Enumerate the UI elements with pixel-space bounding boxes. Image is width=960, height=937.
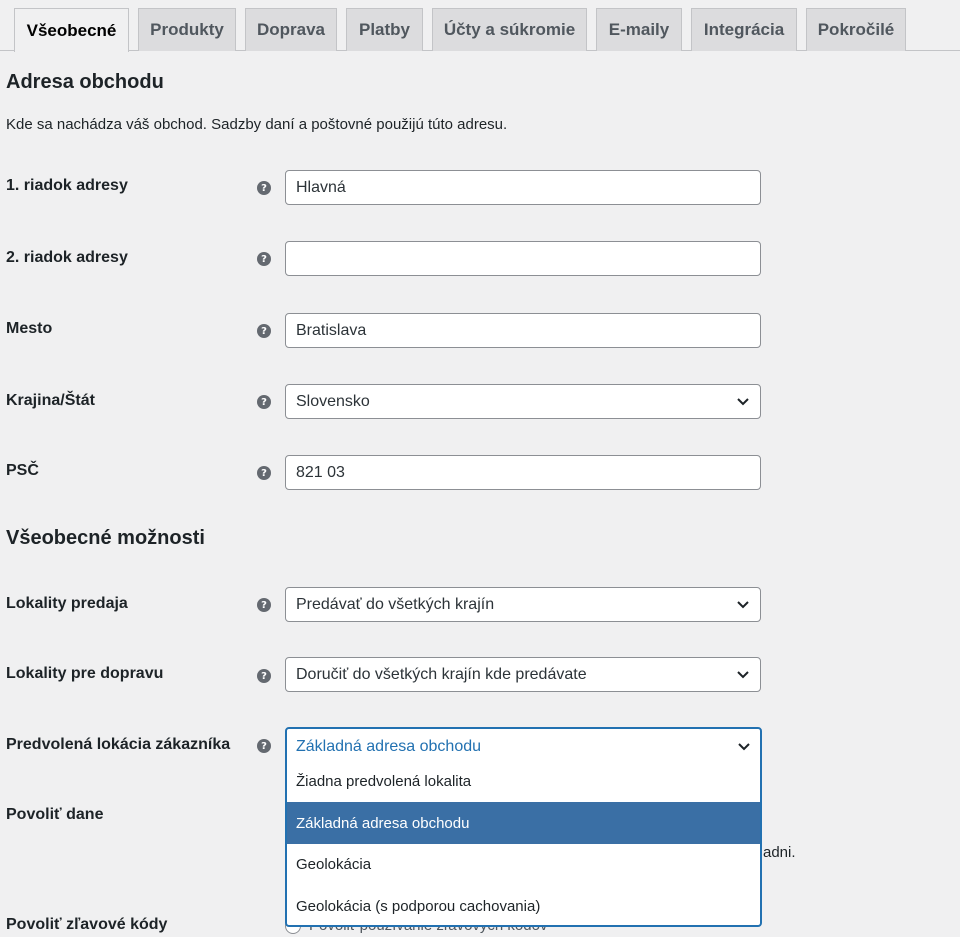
- tab-ucty-a-sukromie[interactable]: Účty a súkromie: [432, 8, 587, 51]
- selling-locations-value: Predávať do všetkých krajín: [296, 595, 495, 613]
- country-value: Slovensko: [296, 392, 370, 410]
- shipping-locations-label: Lokality pre dopravu: [6, 665, 164, 682]
- section-title-store-address: Adresa obchodu: [6, 71, 164, 93]
- enable-taxes-label: Povoliť dane: [6, 806, 104, 823]
- settings-tabs: [0, 0, 960, 51]
- shipping-locations-value: Doručiť do všetkých krajín kde predávate: [296, 665, 587, 683]
- default-location-dropdown[interactable]: [285, 727, 762, 927]
- dropdown-option[interactable]: Geolokácia (s podporou cachovania): [296, 897, 541, 915]
- enable-coupons-label: Povoliť zľavové kódy: [6, 916, 168, 933]
- section-title-general-options: Všeobecné možnosti: [6, 527, 205, 549]
- country-label: Krajina/Štát: [6, 392, 95, 409]
- chevron-down-icon: [737, 739, 751, 753]
- city-input[interactable]: Bratislava: [285, 313, 761, 348]
- help-icon[interactable]: ?: [257, 598, 271, 612]
- default-location-label: Predvolená lokácia zákazníka: [6, 736, 231, 753]
- enable-taxes-description-tail: adni.: [763, 844, 796, 861]
- tab-pokrocile[interactable]: Pokročilé: [806, 8, 906, 51]
- help-icon[interactable]: ?: [257, 324, 271, 338]
- chevron-down-icon: [736, 394, 750, 408]
- address2-label: 2. riadok adresy: [6, 249, 128, 266]
- postcode-input[interactable]: 821 03: [285, 455, 761, 490]
- help-icon[interactable]: ?: [257, 181, 271, 195]
- tab-e-maily[interactable]: E-maily: [596, 8, 682, 51]
- help-icon[interactable]: ?: [257, 395, 271, 409]
- chevron-down-icon: [736, 597, 750, 611]
- selling-locations-label: Lokality predaja: [6, 595, 128, 612]
- selling-locations-select[interactable]: [285, 587, 761, 622]
- city-label: Mesto: [6, 320, 53, 337]
- shipping-locations-select[interactable]: [285, 657, 761, 692]
- postcode-label: PSČ: [6, 462, 39, 479]
- tab-doprava[interactable]: Doprava: [245, 8, 337, 51]
- dropdown-option[interactable]: Žiadna predvolená lokalita: [296, 772, 472, 790]
- section-description: Kde sa nachádza váš obchod. Sadzby daní a poštovné použijú túto adresu.: [6, 116, 508, 133]
- tab-produkty[interactable]: Produkty: [138, 8, 236, 51]
- address1-label: 1. riadok adresy: [6, 177, 128, 194]
- help-icon[interactable]: ?: [257, 669, 271, 683]
- chevron-down-icon: [736, 667, 750, 681]
- country-select[interactable]: [285, 384, 761, 419]
- help-icon[interactable]: ?: [257, 252, 271, 266]
- help-icon[interactable]: ?: [257, 466, 271, 480]
- address2-input[interactable]: [285, 241, 761, 276]
- tab-platby[interactable]: Platby: [346, 8, 423, 51]
- dropdown-option-selected[interactable]: Základná adresa obchodu: [287, 802, 760, 844]
- tab-integracia[interactable]: Integrácia: [691, 8, 797, 51]
- help-icon[interactable]: ?: [257, 739, 271, 753]
- default-location-value: Základná adresa obchodu: [296, 738, 482, 755]
- tab-vseobecne[interactable]: Všeobecné: [14, 8, 129, 52]
- address1-input[interactable]: Hlavná: [285, 170, 761, 205]
- dropdown-option[interactable]: Geolokácia: [296, 855, 372, 873]
